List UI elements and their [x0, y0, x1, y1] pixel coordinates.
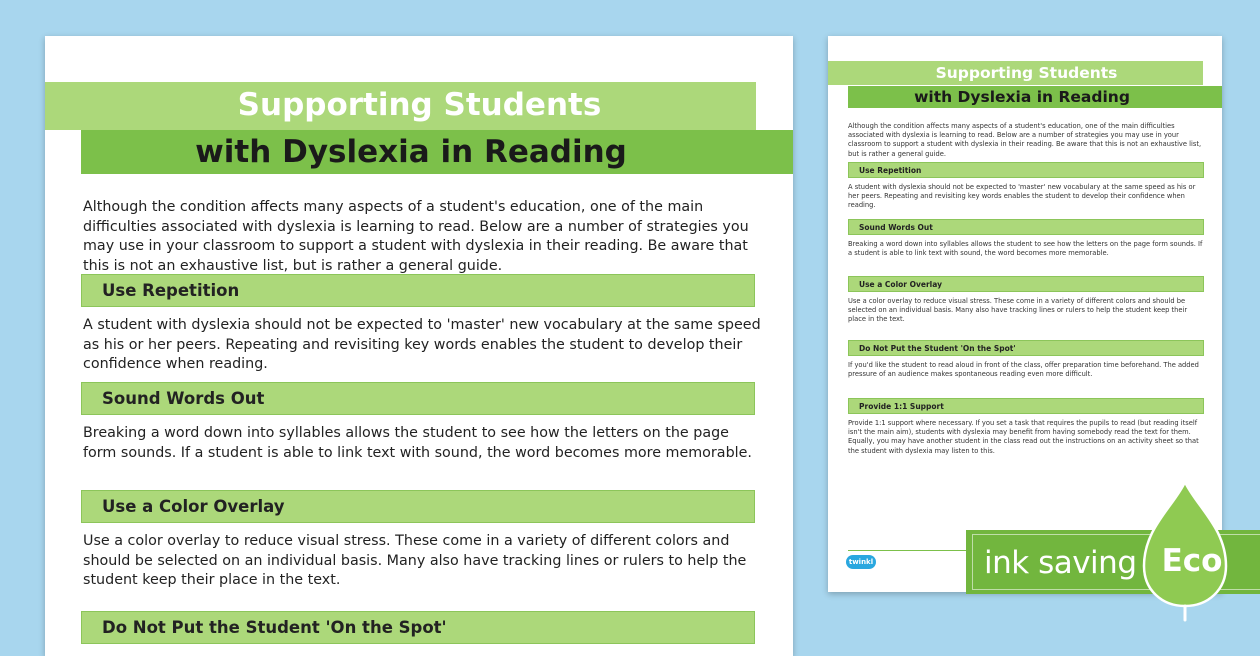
title-line-2: with Dyslexia in Reading: [81, 130, 793, 174]
preview-text-on-the-spot: If you'd like the student to read aloud in front of the class, offer preparation time beforehand. The added pressure of an audience makes spontaneous reading even more difficult.: [848, 361, 1199, 379]
section-text-color-overlay: Use a color overlay to reduce visual stress. These come in a variety of different colors and should be selected on an individual basis. Many also have tracking lines or rulers to help the student keep their place in the text.: [83, 533, 747, 588]
section-heading-use-repetition: [81, 274, 755, 307]
preview-text-one-to-one: Provide 1:1 support where necessary. If you set a task that requires the pupils to read (but reading itself isn't the main aim), students with dyslexia may benefit from having somebody read the text for them. Equally, you may have another student in the class read out the instructions on an activity sheet so that the student with dyslexia may listen to this.: [848, 419, 1199, 455]
preview-heading-on-the-spot: [848, 340, 1204, 356]
section-heading-color-overlay: [81, 490, 755, 523]
preview-heading-label: Use a Color Overlay: [859, 280, 942, 289]
preview-intro: Although the condition affects many aspects of a student's education, one of the main difficulties associated with dyslexia is learning to read. Below are a number of strategies you may use in your classroom to support a student with dyslexia in their reading. Be aware that this is not an exhaustive list, but is rather a general guide.: [848, 122, 1202, 158]
section-heading-label: Do Not Put the Student 'On the Spot': [102, 618, 447, 637]
zoomed-document-page: [45, 36, 793, 656]
section-heading-label: Sound Words Out: [102, 389, 265, 408]
preview-heading-label: Do Not Put the Student 'On the Spot': [859, 344, 1016, 353]
section-text-sound-words-out: Breaking a word down into syllables allows the student to see how the letters on the page form sounds. If a student is able to link text with sound, the word becomes more memorable.: [83, 425, 752, 461]
preview-heading-sound-words-out: [848, 219, 1204, 235]
preview-text-color-overlay: Use a color overlay to reduce visual stress. These come in a variety of different colors and should be selected on an individual basis. Many also have tracking lines or rulers to help the student keep their place in the text.: [848, 297, 1188, 324]
preview-text-sound-words-out: Breaking a word down into syllables allows the student to see how the letters on the page form sounds. If a student is able to link text with sound, the word becomes more memorable.: [848, 240, 1203, 258]
twinkl-logo: twinkl: [846, 555, 876, 569]
section-heading-on-the-spot: [81, 611, 755, 644]
preview-title-line-1: Supporting Students: [828, 61, 1203, 85]
preview-heading-use-repetition: [848, 162, 1204, 178]
preview-heading-label: Sound Words Out: [859, 223, 933, 232]
preview-heading-one-to-one: [848, 398, 1204, 414]
section-heading-sound-words-out: [81, 382, 755, 415]
eco-label: Eco: [1161, 543, 1223, 579]
preview-heading-label: Provide 1:1 Support: [859, 402, 944, 411]
title-line-1: Supporting Students: [45, 82, 756, 130]
preview-title-line-2: with Dyslexia in Reading: [848, 86, 1222, 108]
ink-saving-label: ink saving: [984, 545, 1137, 581]
section-heading-label: Use Repetition: [102, 281, 240, 300]
section-heading-label: Use a Color Overlay: [102, 497, 285, 516]
intro-paragraph: Although the condition affects many aspects of a student's education, one of the main difficulties associated with dyslexia is learning to read. Below are a number of strategies you may use in your classroom to support a student with dyslexia in their reading. Be aware that this is not an exhaustive list, but is rather a general guide.: [83, 199, 749, 274]
preview-text-use-repetition: A student with dyslexia should not be expected to 'master' new vocabulary at the same speed as his or her peers. Repeating and revisiting key words enables the student to develop their confidence when reading.: [848, 183, 1196, 210]
preview-heading-color-overlay: [848, 276, 1204, 292]
section-text-use-repetition: A student with dyslexia should not be expected to 'master' new vocabulary at the same speed as his or her peers. Repeating and revisiting key words enables the student to develop their confidence when reading.: [83, 317, 761, 372]
preview-heading-label: Use Repetition: [859, 166, 922, 175]
